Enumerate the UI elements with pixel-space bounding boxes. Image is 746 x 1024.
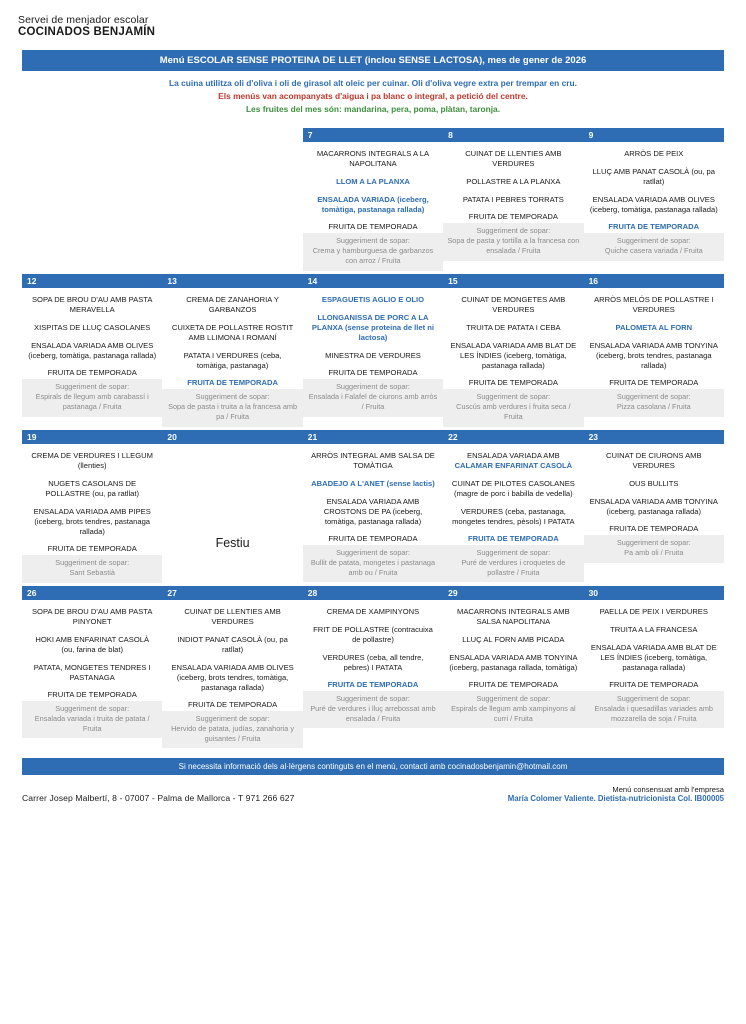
day-number: 30 [584, 586, 724, 600]
holiday-label: Festiu [215, 535, 250, 550]
calendar-day-cell [162, 430, 302, 583]
calendar-day-cell [443, 274, 583, 427]
supper-suggestion-label: Suggeriment de sopar: [616, 693, 691, 703]
dish-item: PATATA, MONGETES TENDRES I PASTANAGA [33, 662, 151, 682]
dish-item: HOKI AMB ENFARINAT CASOLÀ (ou, farina de blat) [35, 634, 150, 654]
dish-item: TRUITA DE PATATA I CEBA [466, 323, 561, 333]
note-oils: La cuina utilitza oli d'oliva i oli de girasol alt oleic per cuinar. Oli d'oliva vegre extra per trempar en cru. [169, 78, 577, 88]
dish-item: ENSALADA VARIADA AMB OLIVES (iceberg, tomàtiga, pastanaga rallada) [589, 195, 718, 215]
dish-item: CREMA DE ZANAHORIA Y GARBANZOS [186, 295, 279, 315]
dish-item: ENSALADA VARIADA AMB CALAMAR ENFARINAT CASOLÀ [454, 450, 573, 470]
day-dishes [443, 288, 583, 375]
dish-item: ARRÒS MELÓS DE POLLASTRE I VERDURES [594, 295, 714, 315]
calendar-week-row [22, 274, 724, 427]
day-dishes [443, 444, 583, 531]
dish-item: CUIXETA DE POLLASTRE ROSTIT AMB LLIMONA I ROMANÍ [171, 323, 294, 343]
supper-suggestion [22, 379, 162, 417]
dish-item: VERDURES (ceba, pastanaga, mongetes tendres, pèsols) I PATATA [452, 506, 575, 526]
supper-suggestion-text: Quiche casera variada / Fruita [604, 246, 703, 256]
dish-item: INDIOT PANAT CASOLÀ (ou, pa ratllat) [177, 634, 288, 654]
menu-calendar [22, 128, 724, 748]
calendar-day-cell [584, 586, 724, 749]
calendar-day-cell [162, 586, 302, 749]
day-number: 9 [584, 128, 724, 142]
dish-item: ENSALADA VARIADA AMB CROSTONS DE PA (iceberg, tomàtiga, pastanaga rallada) [323, 496, 423, 526]
day-dishes [303, 142, 443, 219]
seasonal-fruit-label: FRUITA DE TEMPORADA [328, 222, 418, 232]
dish-item: PALOMETA AL FORN [615, 323, 693, 333]
dish-item: FRIT DE POLLASTRE (contracuixa de pollastre) [313, 624, 433, 644]
seasonal-fruit-label: FRUITA DE TEMPORADA [47, 689, 137, 699]
seasonal-fruit-label: FRUITA DE TEMPORADA [468, 679, 558, 689]
dish-item: ENSALADA VARIADA AMB OLIVES (iceberg, brots tendres, tomàtiga, pastanaga rallada) [171, 662, 294, 692]
day-dishes [22, 444, 162, 541]
supper-suggestion [443, 545, 583, 583]
supper-suggestion-label: Suggeriment de sopar: [195, 392, 270, 402]
day-dishes [22, 600, 162, 687]
supper-suggestion-label: Suggeriment de sopar: [195, 713, 270, 723]
supper-suggestion-label: Suggeriment de sopar: [336, 547, 410, 557]
day-dishes [443, 142, 583, 209]
day-number: 15 [443, 274, 583, 288]
dish-item: SOPA DE BROU D'AU AMB PASTA MERAVELLA [31, 295, 153, 315]
dish-item: ABADEJO A L'ANET (sense lactis) [311, 478, 435, 488]
supper-suggestion-text: Hervido de patata, judías, zanahoria y guisantes / Fruita [171, 723, 295, 743]
dish-item: CREMA DE XAMPINYONS [326, 606, 420, 616]
footer-address: Carrer Josep Malbertí, 8 - 07007 - Palma de Mallorca - T 971 266 627 [22, 793, 295, 804]
supper-suggestion-text: Pa amb oli / Fruita [624, 547, 684, 557]
dish-item: CUINAT DE LLENTIES AMB VERDURES [184, 606, 281, 626]
day-dishes [584, 600, 724, 677]
dish-item: ARRÒS INTEGRAL AMB SALSA DE TOMÀTIGA [311, 450, 435, 470]
dish-item: CUINAT DE LLENTIES AMB VERDURES [465, 149, 562, 169]
supper-suggestion-text: Puré de verdures i croquetes de pollastre / Fruita [461, 557, 566, 577]
supper-suggestion [303, 691, 443, 729]
day-dishes [443, 600, 583, 677]
supper-suggestion-text: Pizza casolana / Fruita [616, 401, 691, 411]
seasonal-fruit-label: FRUITA DE TEMPORADA [47, 368, 137, 378]
supper-suggestion-label: Suggeriment de sopar: [55, 382, 130, 392]
seasonal-fruit-label: FRUITA DE TEMPORADA [609, 523, 699, 533]
day-number: 21 [303, 430, 443, 444]
dish-item: ENSALADA VARIADA (iceberg, tomàtiga, pastanaga rallada) [317, 195, 429, 215]
calendar-day-cell [443, 586, 583, 749]
calendar-day-cell [22, 128, 162, 271]
dish-item: PAELLA DE PEIX I VERDURES [599, 606, 708, 616]
dish-item: XISPITAS DE LLUÇ CASOLANES [34, 323, 151, 333]
dish-item: CREMA DE VERDURES I LLEGUM (llenties) [31, 450, 153, 470]
menu-notes [22, 77, 724, 116]
calendar-day-cell [584, 128, 724, 271]
day-dishes [303, 288, 443, 365]
footer-dietitian: María Colomer Valiente. Dietista-nutricionista Col. IB00005 [507, 794, 724, 804]
seasonal-fruit-label: FRUITA DE TEMPORADA [327, 679, 419, 689]
dish-item: CUINAT DE PILOTES CASOLANES (magre de porc i babilla de vedella) [451, 478, 575, 498]
day-number: 28 [303, 586, 443, 600]
supper-suggestion [443, 389, 583, 427]
calendar-week-row [22, 430, 724, 583]
dish-item: VERDURES (ceba, all tendre, pebres) I PATATA [322, 652, 424, 672]
supper-suggestion-label: Suggeriment de sopar: [336, 236, 410, 246]
supper-suggestion-label: Suggeriment de sopar: [55, 703, 130, 713]
dish-item: CUINAT DE CIURONS AMB VERDURES [606, 450, 702, 470]
supper-suggestion-text: Bullit de patata, mongetes i pastanaga amb ou / Fruita [310, 557, 436, 577]
calendar-day-cell [303, 430, 443, 583]
supper-suggestion-text: Sopa de pasta y tortilla a la francesa con ensalada / Fruita [447, 236, 580, 255]
seasonal-fruit-label: FRUITA DE TEMPORADA [187, 378, 278, 388]
day-dishes [584, 288, 724, 375]
dish-item: ENSALADA VARIADA AMB BLAT DE LES ÍNDIES (iceberg, tomàtiga, pastanaga rallada) [450, 341, 577, 371]
day-dishes [584, 142, 724, 219]
supper-suggestion [303, 233, 443, 271]
supper-suggestion-label: Suggeriment de sopar: [55, 557, 130, 567]
dish-item: TRUITA A LA FRANCESA [610, 624, 698, 634]
calendar-week-row [22, 586, 724, 749]
note-fruits: Les fruites del mes són: mandarina, pera, poma, plàtan, taronja. [245, 104, 501, 115]
day-dishes [162, 288, 302, 375]
day-number: 13 [162, 274, 302, 288]
note-bread: Els menús van acompanyats d'aigua i pa blanc o integral, a petició del centre. [218, 91, 528, 102]
day-number: 7 [303, 128, 443, 142]
dish-item: LLUÇ AL FORN AMB PICADA [462, 634, 565, 644]
calendar-day-cell [22, 430, 162, 583]
day-number: 12 [22, 274, 162, 288]
calendar-day-cell [303, 128, 443, 271]
supper-suggestion-text: Ensalada i quesadillas variades amb mozzarella de soja / Fruita [594, 703, 713, 723]
dish-item: PATATA I VERDURES (ceba, tomàtiga, pastanaga) [183, 351, 282, 371]
day-dishes [303, 600, 443, 677]
day-number: 19 [22, 430, 162, 444]
seasonal-fruit-label: FRUITA DE TEMPORADA [609, 378, 699, 388]
document-footer [22, 785, 724, 803]
supper-suggestion [443, 691, 583, 729]
seasonal-fruit-label: FRUITA DE TEMPORADA [608, 222, 700, 232]
seasonal-fruit-label: FRUITA DE TEMPORADA [47, 543, 137, 553]
supper-suggestion [443, 223, 583, 261]
dish-item: MACARRONS INTEGRALS A LA NAPOLITANA [316, 149, 430, 169]
supper-suggestion [584, 233, 724, 261]
footer-dietitian-block [508, 785, 724, 803]
dish-item: POLLASTRE A LA PLANXA [466, 177, 561, 187]
seasonal-fruit-label: FRUITA DE TEMPORADA [468, 378, 558, 388]
supper-suggestion [22, 701, 162, 739]
calendar-day-cell [584, 430, 724, 583]
supper-suggestion-text: Crema y hamburguesa de garbanzos con arroz / Fruita [312, 246, 434, 265]
dish-item: MINESTRA DE VERDURES [325, 351, 421, 361]
dish-item: ENSALADA VARIADA AMB OLIVES (iceberg, tomàtiga, pastanaga rallada) [28, 341, 157, 361]
supper-suggestion [303, 379, 443, 417]
day-number: 16 [584, 274, 724, 288]
supper-suggestion-text: Sopa de pasta i truita a la francesa amb pa / Fruita [168, 401, 298, 421]
seasonal-fruit-label: FRUITA DE TEMPORADA [468, 212, 558, 222]
supper-suggestion-label: Suggeriment de sopar: [336, 693, 410, 703]
dish-item: SOPA DE BROU D'AU AMB PASTA PINYONET [31, 606, 153, 626]
supper-suggestion-label: Suggeriment de sopar: [476, 392, 551, 402]
calendar-week-row [22, 128, 724, 271]
seasonal-fruit-label: FRUITA DE TEMPORADA [468, 533, 559, 543]
calendar-day-cell [303, 586, 443, 749]
day-number: 20 [162, 430, 302, 444]
dish-item: ENSALADA VARIADA AMB PIPES (iceberg, brots tendres, pastanaga rallada) [33, 506, 151, 536]
day-dishes [162, 600, 302, 697]
supper-suggestion [584, 389, 724, 417]
day-dishes [584, 444, 724, 521]
dish-item: PATATA I PEBRES TORRATS [462, 195, 564, 205]
dish-item: LLOM A LA PLANXA [336, 177, 410, 187]
calendar-day-cell [162, 128, 302, 271]
calendar-day-cell [303, 274, 443, 427]
calendar-day-cell [443, 430, 583, 583]
footer-consensus: Menú consensuat amb l'empresa [612, 785, 724, 795]
calendar-day-cell [162, 274, 302, 427]
supper-suggestion-label: Suggeriment de sopar: [616, 236, 691, 246]
supper-suggestion-label: Suggeriment de sopar: [336, 382, 410, 392]
dish-item: MACARRONS INTEGRALS AMB SALSA NAPOLITANA [457, 606, 570, 626]
day-number [162, 128, 302, 132]
supper-suggestion [303, 545, 443, 583]
dish-item: CUINAT DE MONGETES AMB VERDURES [461, 295, 566, 315]
day-number: 29 [443, 586, 583, 600]
supper-suggestion-label: Suggeriment de sopar: [616, 537, 691, 547]
supper-suggestion-text: Ensalada variada i truita de patata / Fruita [34, 713, 150, 733]
supper-suggestion-label: Suggeriment de sopar: [616, 392, 691, 402]
supper-suggestion-label: Suggeriment de sopar: [476, 547, 551, 557]
allergens-note: Si necessita informació dels al·lèrgens continguts en el menú, contacti amb cocinadosbenjamin@hotmail.com [22, 758, 724, 775]
supper-suggestion-label: Suggeriment de sopar: [476, 693, 551, 703]
seasonal-fruit-label: FRUITA DE TEMPORADA [188, 699, 278, 709]
supper-suggestion-label: Suggeriment de sopar: [476, 226, 551, 236]
dish-item: NUGETS CASOLANS DE POLLASTRE (ou, pa ratllat) [45, 478, 140, 498]
supper-suggestion-text: Sant Sebastià [69, 567, 115, 577]
dish-item: LLONGANISSA DE PORC A LA PLANXA (sense proteina de llet ni lactosa) [311, 313, 435, 343]
day-number: 14 [303, 274, 443, 288]
day-number: 26 [22, 586, 162, 600]
seasonal-fruit-label: FRUITA DE TEMPORADA [328, 368, 418, 378]
company-name: COCINADOS BENJAMÍN [18, 26, 156, 38]
supper-suggestion-text: Espirals de llegum amb xampinyons al curri / Fruita [451, 703, 576, 723]
seasonal-fruit-label: FRUITA DE TEMPORADA [609, 679, 699, 689]
dish-item: ENSALADA VARIADA AMB BLAT DE LES ÍNDIES (iceberg, tomàtiga, pastanaga rallada) [590, 642, 717, 672]
supper-suggestion-text: Ensalada i Falafel de ciurons amb arròs / Fruita [308, 391, 438, 411]
supper-suggestion [22, 555, 162, 583]
dish-item: ENSALADA VARIADA AMB TONYINA (iceberg, pastanaga rallada) [589, 496, 718, 516]
seasonal-fruit-label: FRUITA DE TEMPORADA [328, 533, 418, 543]
supper-suggestion [584, 691, 724, 729]
dish-item: ENSALADA VARIADA AMB TONYINA (iceberg, brots tendres, pastanaga rallada) [589, 341, 718, 371]
dish-item: ENSALADA VARIADA AMB TONYINA (iceberg, pastanaga rallada, tomàtiga) [449, 652, 578, 672]
day-number: 8 [443, 128, 583, 142]
service-line: Servei de menjador escolar [18, 14, 149, 26]
day-number [22, 128, 162, 132]
calendar-day-cell [584, 274, 724, 427]
supper-suggestion [584, 535, 724, 563]
dish-item: LLUÇ AMB PANAT CASOLÀ (ou, pa ratllat) [592, 167, 715, 187]
day-dishes [22, 288, 162, 365]
supper-suggestion [162, 389, 302, 427]
day-number: 22 [443, 430, 583, 444]
calendar-day-cell [22, 274, 162, 427]
supper-suggestion-text: Puré de verdures i lluç arrebossat amb ensalada / Fruita [310, 703, 436, 723]
day-number: 23 [584, 430, 724, 444]
supper-suggestion-text: Espirals de llegum amb carabassí i pastanaga / Fruita [35, 391, 149, 411]
calendar-day-cell [22, 586, 162, 749]
day-number: 27 [162, 586, 302, 600]
menu-title-bar: Menú ESCOLAR SENSE PROTEINA DE LLET (inclou SENSE LACTOSA), mes de gener de 2026 [22, 50, 724, 71]
dish-item: ESPAGUETIS AGLIO E OLIO [321, 295, 425, 305]
calendar-day-cell [443, 128, 583, 271]
supper-suggestion-text: Cuscús amb verdures i fruita seca / Fruita [456, 401, 571, 421]
document-header [0, 0, 746, 44]
day-dishes [303, 444, 443, 531]
supper-suggestion [162, 711, 302, 749]
dish-item: ARRÒS DE PEIX [624, 149, 684, 159]
dish-item: OUS BULLITS [629, 478, 679, 488]
